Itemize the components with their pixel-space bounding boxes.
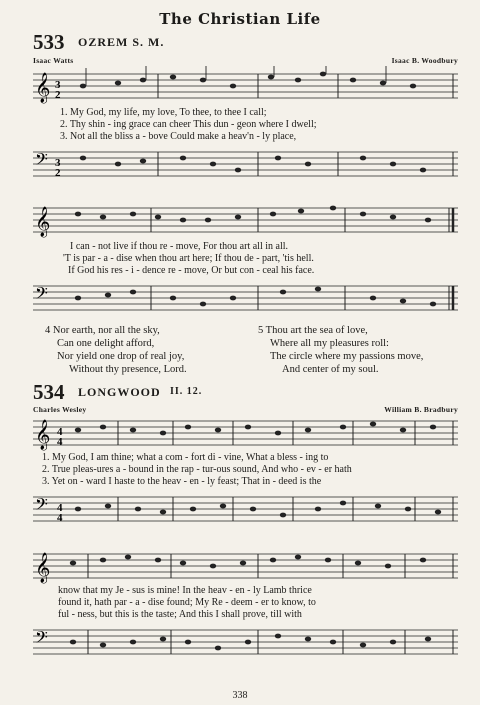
page-header: The Christian Life xyxy=(159,10,321,28)
svg-text:4: 4 xyxy=(57,436,63,448)
verse-line: ful - ness, but this is the taste; And this I shall prove, till with xyxy=(58,609,302,620)
meter-534: II. 12. xyxy=(170,386,203,397)
verse-line: 1. My God, my life, my love, To thee, to thee I call; xyxy=(60,107,267,118)
music-staff-treble-533a xyxy=(33,66,458,106)
stanza-5: 5 Thou art the sea of love, Where all my pleasures roll: The circle where my passions move, And center of my soul. xyxy=(258,325,424,375)
music-staff-bass-534a xyxy=(33,487,458,529)
verse-line: know that my Je - sus is mine! In the heav - en - ly Lamb thrice xyxy=(58,585,312,596)
verse-line: 2. True pleas-ures a - bound in the rap - tur-ous sound, And who - ev - er hath xyxy=(42,464,352,475)
hymn-number-534: 534 xyxy=(33,380,65,404)
tune-name-533: OZREM S. M. xyxy=(78,35,165,49)
verse-line: 3. Not all the bliss a - bove Could make a heav'n - ly place, xyxy=(60,131,297,142)
hymn-number-533: 533 xyxy=(33,30,65,54)
verse-line: 2. Thy shin - ing grace can cheer This dun - geon where I dwell; xyxy=(60,119,317,130)
svg-text:𝄞: 𝄞 xyxy=(35,207,51,237)
verse-line: 'T is par - a - dise when thou art here; If thou de - part, 'tis hell. xyxy=(63,253,314,264)
svg-text:𝄞: 𝄞 xyxy=(35,420,51,450)
composer-533: Isaac B. Woodbury xyxy=(391,56,458,65)
svg-text:4: 4 xyxy=(57,512,63,524)
svg-text:𝄢: 𝄢 xyxy=(35,627,48,651)
verse-line: I can - not live if thou re - move, For thou art all in all. xyxy=(70,241,288,252)
svg-text:𝄞: 𝄞 xyxy=(35,73,51,103)
music-staff-bass-533b xyxy=(33,276,458,318)
verse-line: If God his res - i - dence re - move, Or but con - ceal his face. xyxy=(68,265,315,276)
author-533: Isaac Watts xyxy=(33,56,74,65)
svg-text:2: 2 xyxy=(55,167,61,179)
author-534: Charles Wesley xyxy=(33,405,87,414)
svg-text:𝄢: 𝄢 xyxy=(35,494,48,518)
svg-text:𝄢: 𝄢 xyxy=(35,283,48,307)
stanza-4: 4 Nor earth, nor all the sky, Can one delight afford, Nor yield one drop of real joy, Without thy presence, Lord. xyxy=(45,325,187,375)
svg-text:3: 3 xyxy=(55,157,61,169)
composer-534: William B. Bradbury xyxy=(384,405,458,414)
music-staff-bass-533a xyxy=(33,142,458,184)
verse-line: 3. Yet on - ward I haste to the heav - en - ly feast; That in - deed is the xyxy=(42,476,322,487)
svg-text:4: 4 xyxy=(57,426,63,438)
tune-name-534: LONGWOOD xyxy=(78,385,161,399)
music-staff-bass-534b xyxy=(33,620,458,662)
verse-line: found it, hath par - a - dise found; My Re - deem - er to know, to xyxy=(58,597,316,608)
svg-text:4: 4 xyxy=(57,502,63,514)
svg-text:2: 2 xyxy=(55,89,61,101)
music-staff-treble-534a xyxy=(33,413,458,453)
page-number: 338 xyxy=(232,690,248,701)
svg-text:3: 3 xyxy=(55,79,61,91)
svg-text:𝄞: 𝄞 xyxy=(35,553,51,583)
verse-line: 1. My God, I am thine; what a com - fort di - vine, What a bless - ing to xyxy=(42,452,329,463)
svg-text:𝄢: 𝄢 xyxy=(35,149,48,173)
music-staff-treble-533b xyxy=(33,200,458,240)
music-staff-treble-534b xyxy=(33,546,458,586)
